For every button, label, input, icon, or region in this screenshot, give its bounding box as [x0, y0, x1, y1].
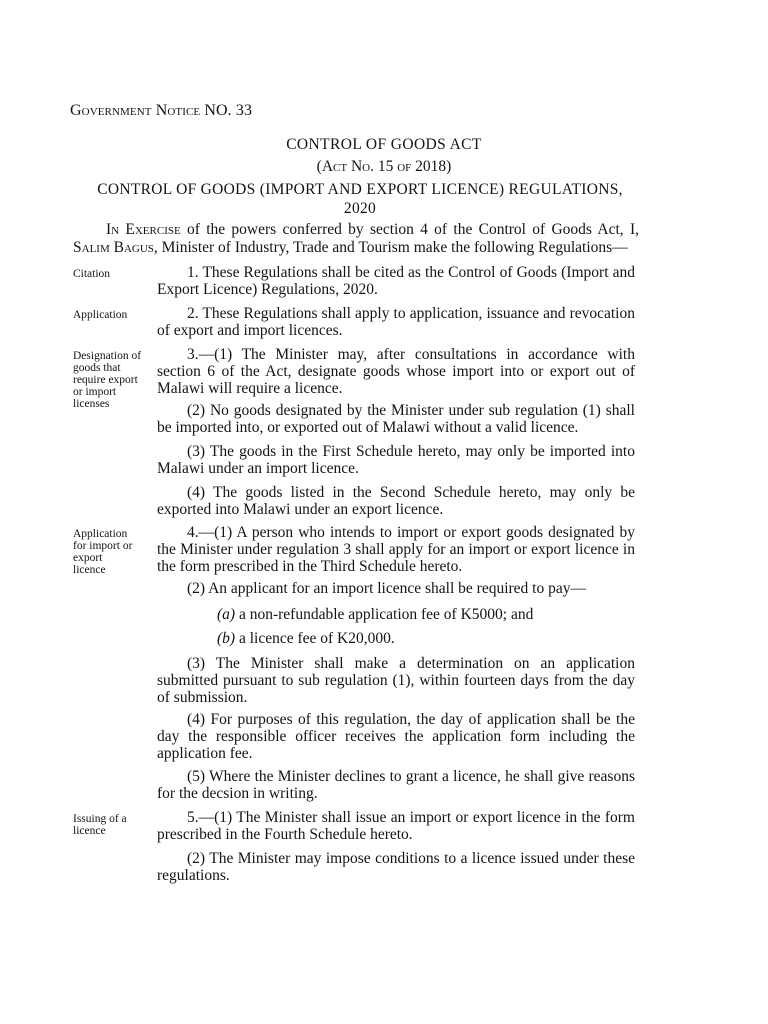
act-title: CONTROL OF GOODS ACT	[286, 136, 482, 153]
preamble	[73, 221, 639, 257]
regulation-3-2: (2) No goods designated by the Minister under sub regulation (1) shall be imported into, or exported out of Malawi without a valid licence.	[157, 402, 635, 436]
regulation-4-3: (3) The Minister shall make a determination on an application submitted pursuant to sub regulation (1), within fourteen days from the day of submission.	[157, 655, 635, 706]
regulation-4-2: (2) An applicant for an import licence shall be required to pay—	[187, 580, 586, 597]
item-a-text: a non-refundable application fee of K5000; and	[235, 606, 534, 623]
act-number: (Act No. 15 of 2018)	[316, 158, 452, 175]
preamble-text-1: of the powers conferred by section 4 of the Control of Goods Act, I,	[180, 221, 639, 238]
margin-note-citation: Citation	[73, 268, 111, 280]
regulation-5-2: (2) The Minister may impose conditions to a licence issued under these regulations.	[157, 850, 635, 884]
regulation-2: 2. These Regulations shall apply to application, issuance and revocation of export and import licences.	[157, 305, 635, 339]
minister-name: Salim Bagus	[73, 239, 154, 256]
margin-note-application-for-licence: Application for import or export licence	[73, 528, 133, 576]
item-b-text: a licence fee of K20,000.	[235, 630, 395, 647]
regulation-3-3: (3) The goods in the First Schedule hereto, may only be imported into Malawi under an import licence.	[157, 443, 635, 477]
regulation-4-2-a	[217, 606, 533, 623]
regulation-4-5: (5) Where the Minister declines to grant a licence, he shall give reasons for the decsion in writing.	[157, 768, 635, 802]
preamble-text-2: , Minister of Industry, Trade and Tourism make the following Regulations—	[153, 239, 628, 256]
preamble-lead: In Exercise	[106, 221, 181, 238]
margin-note-designation: Designation of goods that require export or import licenses	[73, 350, 142, 410]
item-a-label: (a)	[217, 606, 236, 623]
regulation-5-1: 5.—(1) The Minister shall issue an import or export licence in the form prescribed in the Fourth Schedule hereto.	[157, 809, 635, 843]
regulations-title: CONTROL OF GOODS (IMPORT AND EXPORT LICENCE) REGULATIONS, 2020	[97, 181, 623, 217]
regulation-3-1: 3.—(1) The Minister may, after consultations in accordance with section 6 of the Act, designate goods whose import into or export out of Malawi will require a licence.	[157, 346, 635, 397]
margin-note-application: Application	[73, 309, 128, 321]
regulation-4-1: 4.—(1) A person who intends to import or export goods designated by the Minister under regulation 3 shall apply for an import or export licence in the form prescribed in the Third Schedule hereto.	[157, 524, 635, 575]
government-notice-number: Government Notice NO. 33	[70, 102, 253, 119]
item-b-label: (b)	[217, 630, 236, 647]
regulation-3-4: (4) The goods listed in the Second Schedule hereto, may only be exported into Malawi under an export licence.	[157, 484, 635, 518]
regulation-4-2-b	[217, 630, 395, 647]
margin-note-issuing: Issuing of a licence	[73, 813, 127, 837]
regulation-1: 1. These Regulations shall be cited as the Control of Goods (Import and Export Licence) Regulations, 2020.	[157, 264, 635, 298]
regulation-4-4: (4) For purposes of this regulation, the day of application shall be the day the responsible officer receives the application form including the application fee.	[157, 711, 635, 762]
